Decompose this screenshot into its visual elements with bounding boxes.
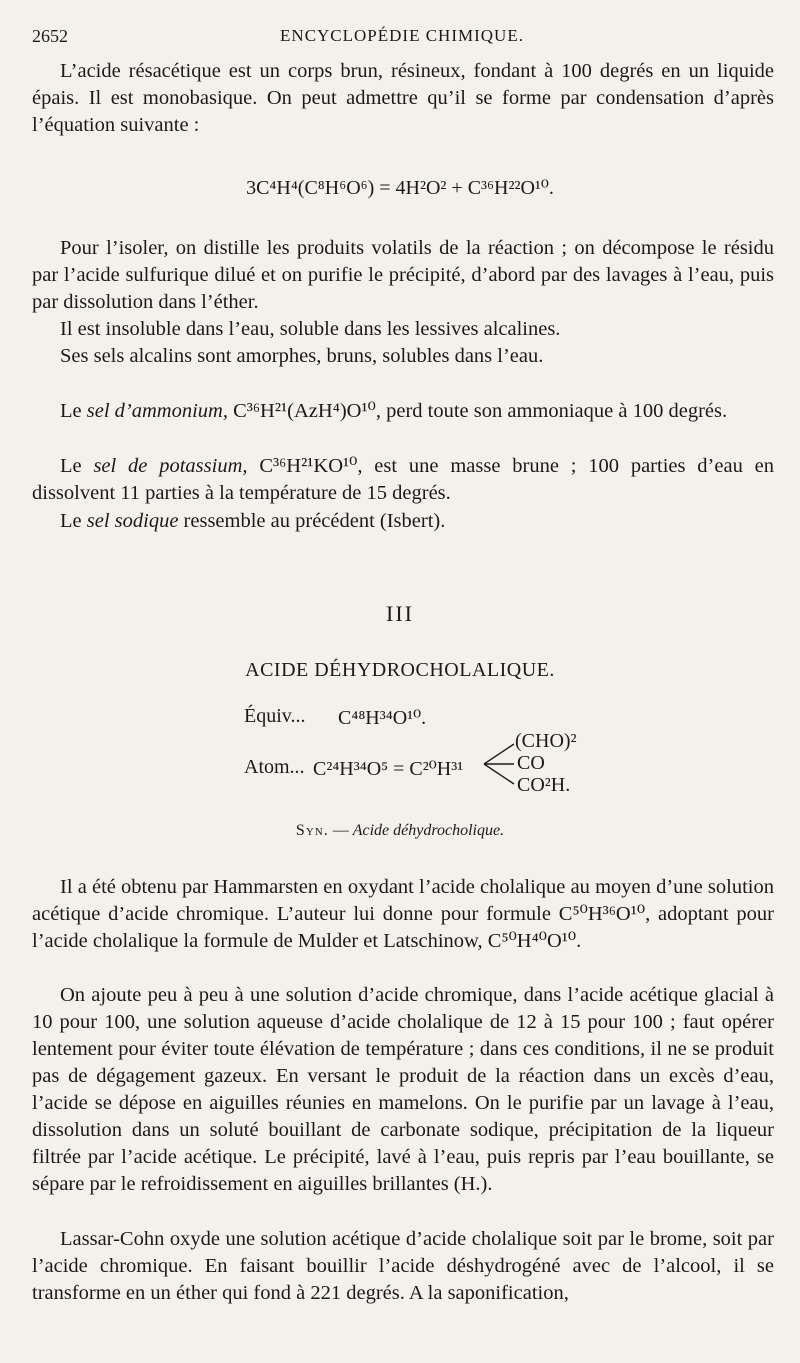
- equiv-label: Équiv...: [244, 705, 306, 727]
- salt-pre: Le: [60, 455, 94, 477]
- group-carbonyl: CO: [517, 752, 545, 774]
- page-number: 2652: [32, 26, 68, 46]
- salt-pre: Le: [60, 510, 87, 532]
- bracket-branches: [480, 738, 520, 790]
- syn-dash: —: [328, 822, 353, 839]
- atom-label: Atom...: [244, 756, 305, 778]
- syn-label: Syn.: [295, 822, 329, 839]
- section-numeral: III: [386, 601, 414, 626]
- salt-name-potassium: sel de potassium,: [93, 455, 248, 477]
- salt-text-ammonium: perd toute son ammoniaque à 100 degrés.: [380, 400, 728, 422]
- paragraph-intro: L’acide résacétique est un corps brun, résineux, fondant à 100 degrés en un liquide épais. Il est monobasique. On peut admettre qu’il se forme par condensation d’après l’équation suivante :: [32, 60, 774, 136]
- paragraph-preparation: On ajoute peu à peu à une solution d’acide chromique, dans l’acide acétique glacial à 10 pour 100, une solution aqueuse d’acide cholalique de 12 à 15 pour 100 ; faut opérer lentement pour éviter toute élévation de température ; dans ces conditions, il ne se produit pas de dégagement gazeux. En versant le produit de la réaction dans un excès d’eau, l’acide se dépose en aiguilles réunies en mamelons. On le purifie par un lavage à l’eau, dissolution dans un soluté bouillant de carbonate sodique, précipitation de la liqueur filtrée par l’acide acétique. Le précipité, lavé à l’eau, puis repris par l’eau bouillante, se sépare par le refroidissement en aiguilles brillantes (H.).: [32, 984, 774, 1195]
- salt-text-sodium: ressemble au précédent (Isbert).: [178, 510, 446, 532]
- group-carboxyl: CO²H.: [517, 774, 571, 796]
- paragraph-potassium-salt: [32, 453, 774, 507]
- section-title: ACIDE DÉHYDROCHOLALIQUE.: [245, 659, 555, 681]
- condensation-equation: 3C⁴H⁴(C⁸H⁶O⁶) = 4H²O² + C³⁶H²²O¹⁰.: [246, 177, 554, 199]
- salt-formula-potassium: C³⁶H²¹KO¹⁰,: [247, 455, 363, 477]
- group-aldehyde: (CHO)²: [515, 730, 577, 752]
- equiv-formula: C⁴⁸H³⁴O¹⁰.: [338, 707, 427, 729]
- salt-text-potassium: est une masse brune ; 100 parties d’eau en dissolvent 11 parties à la température de 15 degrés.: [32, 455, 774, 504]
- running-title: ENCYCLOPÉDIE CHIMIQUE.: [280, 26, 524, 45]
- paragraph-ammonium-salt: [32, 398, 774, 425]
- paragraph-isolation: Pour l’isoler, on distille les produits volatils de la réaction ; on décompose le résidu par l’acide sulfurique dilué et on purifie le précipité, d’abord par des lavages à l’eau, puis par dissolution dans l’éther.: [32, 237, 774, 313]
- salt-formula-ammonium: C³⁶H²¹(AzH⁴)O¹⁰,: [227, 400, 381, 422]
- paragraph-lassar-cohn: Lassar-Cohn oxyde une solution acétique d’acide cholalique soit par le brome, soit par l’acide chromique. En faisant bouillir l’acide déshydrogéné avec de l’alcool, il se transforme en un éther qui fond à 221 degrés. A la saponification,: [32, 1228, 774, 1304]
- salt-pre: Le: [60, 400, 87, 422]
- atom-formula: C²⁴H³⁴O⁵ = C²⁰H³¹: [313, 758, 464, 780]
- paragraph-solubility: Il est insoluble dans l’eau, soluble dans les lessives alcalines.: [60, 318, 561, 340]
- salt-name-ammonium: sel d’ammonium,: [86, 400, 228, 422]
- syn-name: Acide déhydrocholique.: [352, 822, 505, 839]
- paragraph-sodium-salt: [32, 508, 774, 535]
- paragraph-salts: Ses sels alcalins sont amorphes, bruns, solubles dans l’eau.: [60, 345, 544, 367]
- synonym-line: [0, 822, 800, 840]
- salt-name-sodium: sel sodique: [86, 510, 179, 532]
- paragraph-hammarsten: Il a été obtenu par Hammarsten en oxydant l’acide cholalique au moyen d’une solution acétique d’acide chromique. L’auteur lui donne pour formule C⁵⁰H³⁶O¹⁰, adoptant pour l’acide cholalique la formule de Mulder et Latschinow, C⁵⁰H⁴⁰O¹⁰.: [32, 876, 774, 952]
- page-header: [32, 26, 772, 52]
